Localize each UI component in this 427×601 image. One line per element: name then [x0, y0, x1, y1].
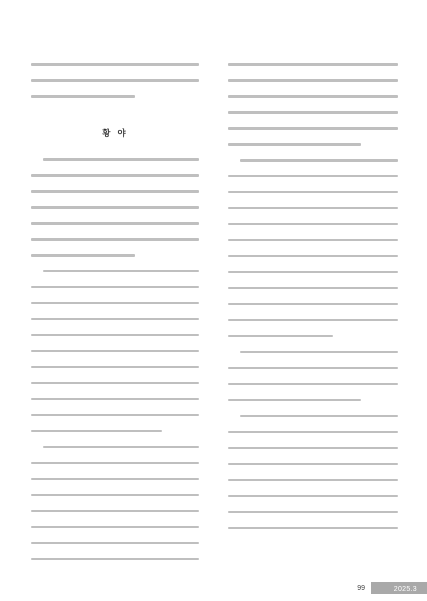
- text-line: [228, 495, 398, 498]
- text-line: [31, 542, 199, 545]
- text-line: [31, 478, 199, 481]
- text-line: [31, 366, 199, 369]
- text-line: [228, 335, 333, 338]
- left-column-top-paragraph: [31, 63, 199, 111]
- text-line: [228, 303, 398, 306]
- text-line: [228, 207, 398, 210]
- page-footer: [307, 581, 427, 601]
- text-line: [31, 190, 199, 193]
- text-line: [228, 239, 398, 242]
- section-heading: 황 야: [102, 129, 128, 139]
- text-line: [31, 398, 199, 401]
- text-line: [31, 206, 199, 209]
- text-line: [31, 334, 199, 337]
- text-line: [31, 222, 199, 225]
- text-line: [31, 302, 199, 305]
- text-line: [228, 191, 398, 194]
- text-line: [228, 95, 398, 98]
- text-line: [31, 350, 199, 353]
- text-line: [228, 143, 361, 146]
- text-line: [31, 79, 199, 82]
- text-line: [31, 510, 199, 513]
- text-line: [228, 383, 398, 386]
- text-line: [43, 158, 199, 161]
- text-line: [228, 479, 398, 482]
- text-line: [228, 287, 398, 290]
- text-line: [228, 79, 398, 82]
- text-line: [228, 111, 398, 114]
- text-line: [228, 463, 398, 466]
- text-line: [31, 318, 199, 321]
- text-line: [43, 446, 199, 449]
- text-line: [228, 399, 361, 402]
- text-line: [31, 414, 199, 417]
- text-line: [240, 351, 398, 354]
- text-line: [31, 254, 135, 257]
- text-line: [31, 63, 199, 66]
- text-line: [31, 174, 199, 177]
- text-line: [31, 558, 199, 561]
- text-line: [31, 95, 135, 98]
- text-line: [228, 431, 398, 434]
- text-line: [228, 255, 398, 258]
- left-column-body: [31, 158, 199, 574]
- text-line: [31, 430, 162, 433]
- text-line: [228, 367, 398, 370]
- text-line: [228, 175, 398, 178]
- text-line: [31, 494, 199, 497]
- text-line: [31, 382, 199, 385]
- text-line: [31, 462, 199, 465]
- text-line: [240, 415, 398, 418]
- text-line: [43, 270, 199, 273]
- text-line: [228, 511, 398, 514]
- text-line: [228, 527, 398, 530]
- page-number: 99: [357, 585, 365, 592]
- text-line: [228, 271, 398, 274]
- text-line: [31, 238, 199, 241]
- text-line: [240, 159, 398, 162]
- text-line: [228, 447, 398, 450]
- text-line: [31, 526, 199, 529]
- text-line: [228, 319, 398, 322]
- text-line: [31, 286, 199, 289]
- right-column: [228, 63, 398, 543]
- text-line: [228, 223, 398, 226]
- issue-date: 2025.3: [393, 585, 417, 593]
- text-line: [228, 63, 398, 66]
- text-line: [228, 127, 398, 130]
